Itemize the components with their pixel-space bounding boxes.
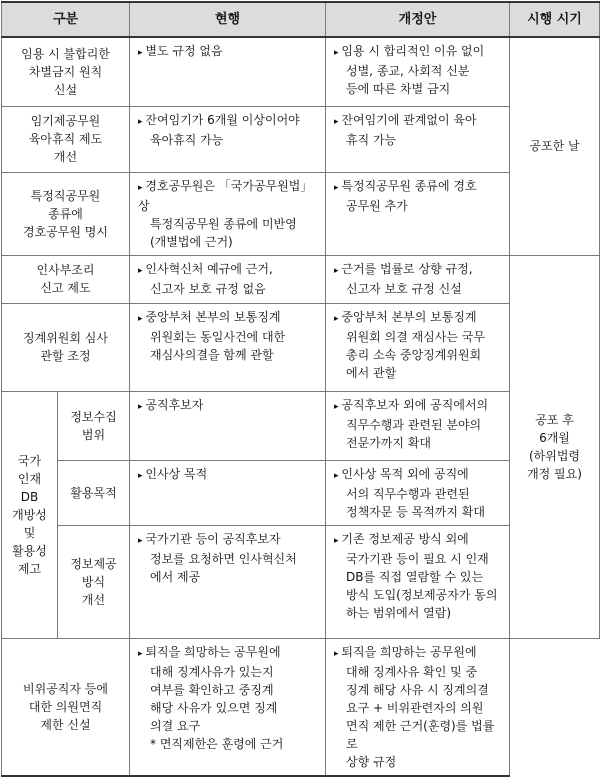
current-cell: ▸ 인사상 목적 <box>130 460 326 525</box>
current-cell: ▸ 국가기관 등이 공직후보자 정보를 요청하면 인사혁신처 에서 제공 <box>130 525 326 638</box>
revised-cell: ▸ 특정직공무원 종류에 경호 공무원 추가 <box>326 172 510 255</box>
revised-cell: ▸ 근거를 법률로 상향 규정, 신고자 보호 규정 신설 <box>326 255 510 303</box>
table-row <box>2 638 600 776</box>
header-effective: 시행 시기 <box>510 2 600 37</box>
category-cell: 비위공직자 등에 대한 의원면직 제한 신설 <box>2 638 130 776</box>
law-amendment-comparison-table <box>1 1 600 777</box>
header-revised: 개정안 <box>326 2 510 37</box>
category-cell: 임용 시 불합리한 차별금지 원칙 신설 <box>2 37 130 106</box>
table-row <box>2 255 600 303</box>
current-cell: ▸ 공직후보자 <box>130 391 326 460</box>
header-current: 현행 <box>130 2 326 37</box>
revised-cell: ▸ 공직후보자 외에 공직에서의 직무수행과 관련된 분야의 전문가까지 확대 <box>326 391 510 460</box>
current-cell: ▸ 잔여임기가 6개월 이상이어야 육아휴직 가능 <box>130 106 326 172</box>
current-cell: ▸ 별도 규정 없음 <box>130 37 326 106</box>
subcategory-cell: 정보제공 방식 개선 <box>58 525 130 638</box>
effective-cell-first: 공포한 날 <box>510 37 600 255</box>
category-cell: 특정직공무원 종류에 경호공무원 명시 <box>2 172 130 255</box>
subcategory-cell: 활용목적 <box>58 460 130 525</box>
revised-cell: ▸ 임용 시 합리적인 이유 없이 성별, 종교, 사회적 신분 등에 따른 차별 금지 <box>326 37 510 106</box>
current-cell: ▸ 퇴직을 희망하는 공무원에 대해 징계사유가 있는지 여부를 확인하고 중징계 해당 사유가 있으면 징계 의결 요구 * 면직제한은 훈령에 근거 <box>130 638 326 776</box>
subcategory-cell: 정보수집 범위 <box>58 391 130 460</box>
current-cell: ▸ 인사혁신처 예규에 근거, 신고자 보호 규정 없음 <box>130 255 326 303</box>
revised-cell: ▸ 기존 정보제공 방식 외에 국가기관 등이 필요 시 인재 DB를 직접 열람할 수 있는 방식 도입(정보제공자가 동의 하는 범위에서 열람) <box>326 525 510 638</box>
revised-cell: ▸ 인사상 목적 외에 공직에 서의 직무수행과 관련된 정책자문 등 목적까지 확대 <box>326 460 510 525</box>
revised-cell: ▸ 중앙부처 본부의 보통징계 위원회 의결 재심사는 국무 총리 소속 중앙징계위원회 에서 관할 <box>326 303 510 391</box>
table-row <box>2 37 600 106</box>
effective-cell-second: 공포 후 6개월 (하위법령 개정 필요) <box>510 255 600 638</box>
group-category-cell: 국가 인재 DB 개방성 및 활용성 제고 <box>2 391 58 638</box>
category-cell: 인사부조리 신고 제도 <box>2 255 130 303</box>
category-cell: 징계위원회 심사 관할 조정 <box>2 303 130 391</box>
header-category: 구분 <box>2 2 130 37</box>
revised-cell: ▸ 잔여임기에 관계없이 육아 휴직 가능 <box>326 106 510 172</box>
category-cell: 임기제공무원 육아휴직 제도 개선 <box>2 106 130 172</box>
revised-cell: ▸ 퇴직을 희망하는 공무원에 대해 징계사유 확인 및 중 징계 해당 사유 시 징계의결 요구 + 비위관련자의 의원 면직 제한 근거(훈령)를 법률로 상향 규정 <box>326 638 510 776</box>
current-cell: ▸ 중앙부처 본부의 보통징계 위원회는 동일사건에 대한 재심사의결을 함께 관할 <box>130 303 326 391</box>
header-row <box>2 2 600 37</box>
current-cell: ▸ 경호공무원은 「국가공무원법」 상 특정직공무원 종류에 미반영 (개별법에 근거) <box>130 172 326 255</box>
